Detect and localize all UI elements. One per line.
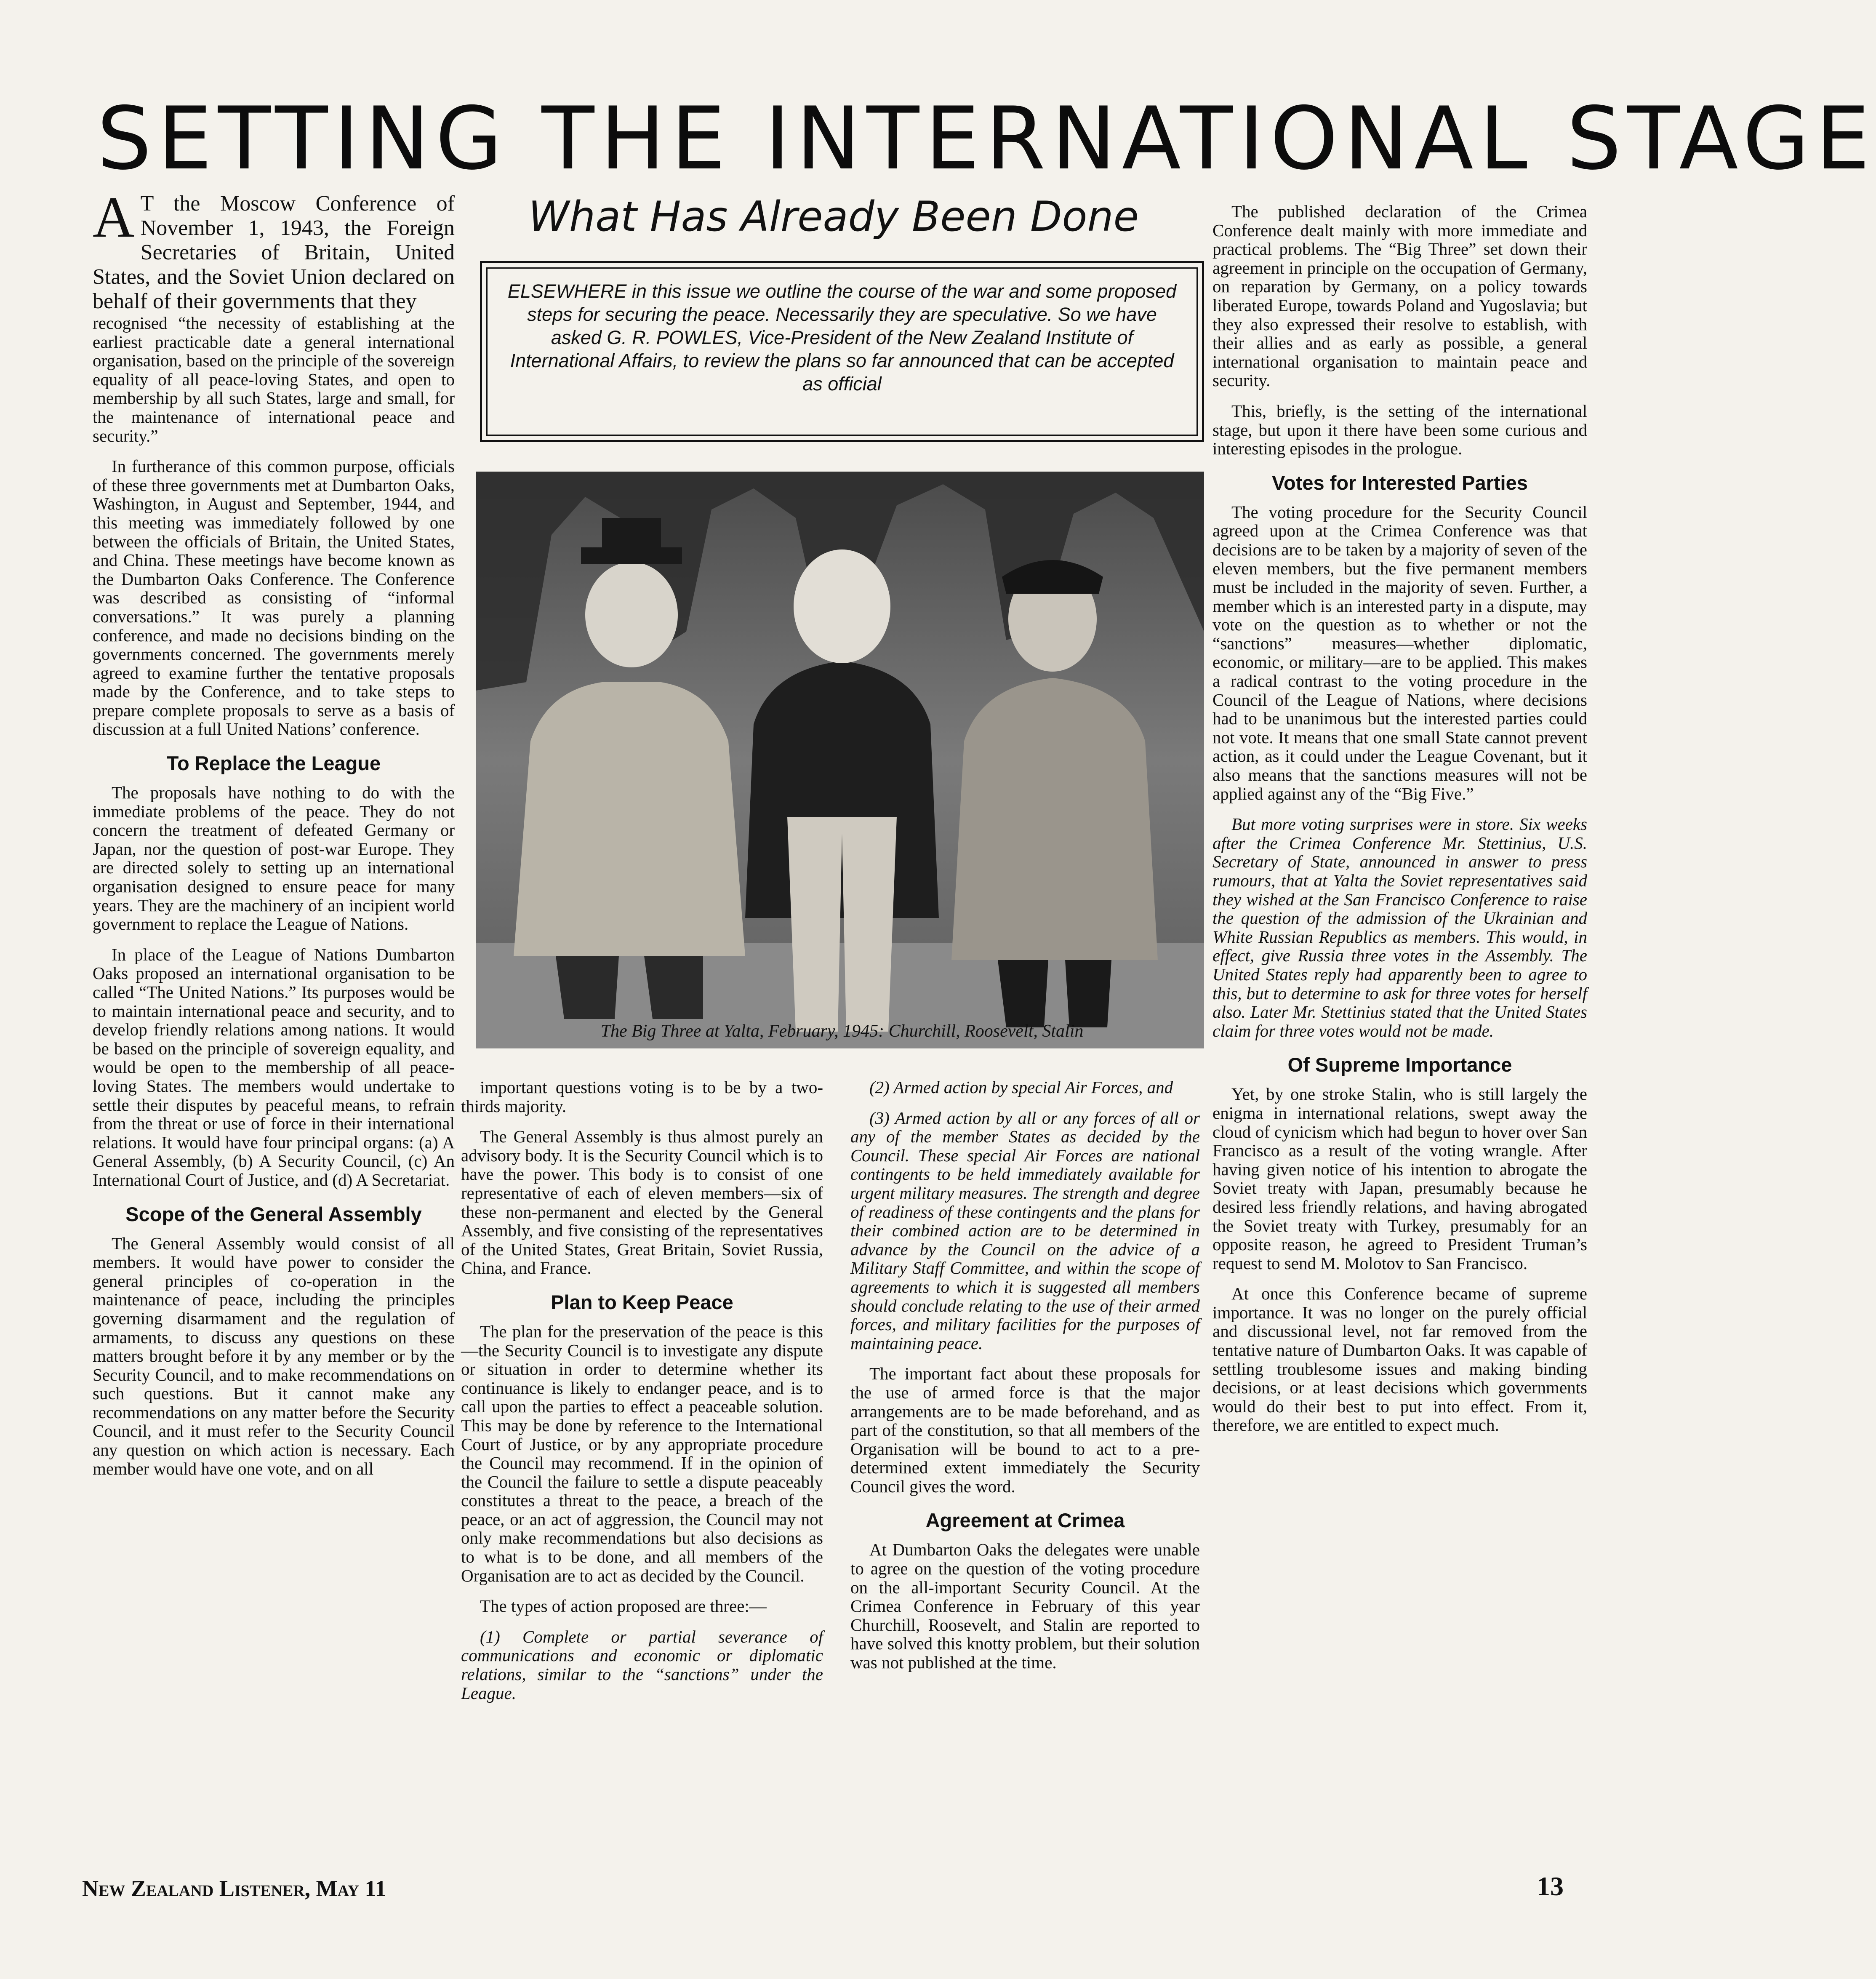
paragraph: (3) Armed action by all or any forces of all or any of the member States as decided by the Council. These special Air Forces are national contingents to be held immediately available for urgent military measures. The strength and degree of readiness of these contingents and the plans for their combined action are to be determined in advance by the Council on the advice of a Military Staff Committee, and within the scope of agreements to which it is suggested all members should conclude relating to the use of their armed forces, and military facilities for the purposes of maintaining peace. [850, 1108, 1200, 1353]
opening-paragraph [93, 185, 455, 314]
column-1 [93, 185, 455, 1490]
paragraph: In furtherance of this common purpose, officials of these three governments met at Dumbarton Oaks, Washington, in August and September, 1944, and this meeting was immediately followed by one between the officials of Britain, the United States, and China. These meetings have become known as the Dumbarton Oaks Conference. The Conference was described as consisting of “informal conversations.” It was purely a planning conference, and made no decisions binding on the governments concerned. The governments merely agreed to examine further the tentative proposals made by the Conference, and to take steps to prepare complete proposals to serve as a basis of discussion at a full United Nations’ conference. [93, 456, 455, 739]
paragraph: (1) Complete or partial severance of communications and economic or diplomatic relations, similar to the “sanctions” under the League. [461, 1627, 823, 1703]
section-heading: Of Supreme Importance [1287, 1054, 1512, 1076]
photograph [476, 472, 1204, 1048]
section-heading: Scope of the General Assembly [125, 1203, 422, 1225]
drop-cap: A [93, 185, 135, 249]
column-3 [850, 1078, 1200, 1684]
paragraph: The General Assembly is thus almost purely an advisory body. It is the Security Council which is to have the power. This body is to consist of one representative of each of eleven members—six of these non-permanent and elected by the General Assembly, and five consisting of the representatives of the United States, Great Britain, Soviet Russia, China, and France. [461, 1127, 823, 1278]
column-2 [461, 1078, 823, 1714]
paragraph: This, briefly, is the setting of the international stage, but upon it there have been some curious and interesting episodes in the prologue. [1212, 401, 1587, 459]
paragraph: The types of action proposed are three:— [480, 1596, 767, 1616]
paragraph: At Dumbarton Oaks the delegates were unable to agree on the question of the voting procedure on the all-important Security Council. At the Crimea Conference in February of this year Churchill, Roosevelt, and Stalin are reported to have solved this knotty problem, but their solution was not published at the time. [850, 1540, 1200, 1672]
yalta-photo-illustration [476, 472, 1204, 1048]
section-heading: Plan to Keep Peace [551, 1291, 733, 1313]
column-4 [1212, 202, 1587, 1446]
opening-lead-text: T the Moscow Conference of November 1, 1943, the Foreign Secretaries of Britain, United States, and the Soviet Union declared on behalf of their governments that they [93, 192, 455, 313]
paragraph: In place of the League of Nations Dumbarton Oaks proposed an international organisation to be called “The United Nations.” Its purposes would be to maintain international peace and security, and to develop friendly relations among nations. It would be based on the principle of sovereign equality, and would be open to the membership of all peace-loving States. The members would undertake to settle their disputes by peaceful means, to refrain from the threat or use of force in their international relations. It would have four principal organs: (a) A General Assembly, (b) A Security Council, (c) An International Court of Justice, and (d) A Secretariat. [93, 944, 455, 1190]
paragraph: The published declaration of the Crimea Conference dealt mainly with more immediate and practical problems. The “Big Three” set down their agreement in principle on the occupation of Germany, on reparation by Germany, on a policy towards liberated Europe, towards Poland and Yugoslavia; but they also expressed their resolve to establish, with their allies and as early as possible, a general international organisation to maintain peace and security. [1212, 202, 1587, 390]
paragraph: The plan for the preservation of the peace is this—the Security Council is to investigate any dispute or situation in order to determine whether its continuance is likely to endanger peace, and is to call upon the parties to effect a peaceable solution. This may be done by reference to the International Court of Justice, or by any appropriate procedure the Council may recommend. If in the opinion of the Council the failure to settle a dispute peaceably constitutes a threat to the peace, a breach of the peace, or an act of aggression, the Council may not only make recommendations but also decisions as to what is to be done, and all members of the Organisation are to act as decided by the Council. [461, 1321, 823, 1585]
intro-box-text: ELSEWHERE in this issue we outline the course of the war and some proposed steps for securing the peace. Necessarily they are speculative. So we have asked G. R. POWLES, Vice-President of the New Zealand Institute of International Affairs, to review the plans so far announced that can be accepted as official [486, 267, 1198, 436]
paragraph: The General Assembly would consist of all members. It would have power to consider the general principles of co-operation in the maintenance of peace, including the principles governing disarmament and the regulation of armaments, to discuss any questions on these matters brought before it by any member or by the Security Council, and to make recommendations on such questions. But it cannot make any recommendations on any matter before the Security Council, and it must refer to the Security Council any question on which action is necessary. Each member would have one vote, and on all [93, 1233, 455, 1478]
paragraph: The important fact about these proposals for the use of armed force is that the major arrangements are to be made beforehand, and as part of the constitution, so that all members of the Organisation will be bound to act to a pre-determined extent immediately the Security Council gives the word. [850, 1364, 1200, 1496]
opening-paragraph-continued: recognised “the necessity of establishing at the earliest practicable date a general international organisation, based on the principle of the sovereign equality of all peace-loving States, and open to membership by all such States, large and small, for the maintenance of international peace and security.” [93, 313, 455, 445]
publication-footer: New Zealand Listener, May 11 [82, 1876, 386, 1901]
section-heading: To Replace the League [166, 752, 381, 775]
paragraph: At once this Conference became of supreme importance. It was no longer on the purely official and discussional level, not far removed from the tentative nature of Dumbarton Oaks. It was capable of settling troublesome issues and making binding decisions, or at least decisions which governments would do their best to put into effect. From it, therefore, we are entitled to expect much. [1212, 1284, 1587, 1435]
subheadline: What Has Already Been Done [528, 193, 1139, 241]
intro-box [480, 261, 1204, 442]
photo-caption: The Big Three at Yalta, February, 1945: Churchill, Roosevelt, Stalin [600, 1022, 1084, 1041]
paragraph: The voting procedure for the Security Council agreed upon at the Crimea Conference was that decisions are to be taken by a majority of seven of the eleven members, but the five permanent members must be included in the majority of seven. Further, a member which is an interested party in a dispute, may vote on the question as to whether or not the “sanctions” measures—whether diplomatic, economic, or military—are to be applied. This makes a radical contrast to the voting procedure in the Council of the League of Nations, where decisions had to be unanimous but the interested parties could not vote. It means that one small State cannot prevent action, as it could under the League Covenant, but it also means that the sanctions measures will not be applied against any of the “Big Five.” [1212, 502, 1587, 803]
paragraph: Yet, by one stroke Stalin, who is still largely the enigma in international relations, swept away the cloud of cynicism which had begun to hover over San Francisco as a result of the voting wrangle. After having given notice of his intention to abrogate the Soviet treaty with Japan, presumably because he desired less friendly relations, and having abrogated the Soviet treaty with Turkey, presumably for an opposite reason, he agreed to President Truman’s request to send M. Molotov to San Francisco. [1212, 1084, 1587, 1273]
paragraph: But more voting surprises were in store. Six weeks after the Crimea Conference Mr. Stettinius, U.S. Secretary of State, announced in answer to press rumours, that at Yalta the Soviet representatives said they wished at the San Francisco Conference to raise the question of the admission of the Ukrainian and White Russian Republics as members. This would, in effect, give Russia three votes in the Assembly. The United States reply had apparently been to agree to this, but to determine to ask for three votes for herself also. Later Mr. Stettinius stated that the United States claim for three votes would not be made. [1212, 814, 1587, 1040]
section-heading: Votes for Interested Parties [1272, 471, 1528, 494]
section-heading: Agreement at Crimea [925, 1509, 1125, 1532]
paragraph: (2) Armed action by special Air Forces, and [869, 1078, 1173, 1097]
page-number: 13 [1537, 1871, 1564, 1901]
paragraph: The proposals have nothing to do with the immediate problems of the peace. They do not concern the treatment of defeated Germany or Japan, nor the question of post-war Europe. They are directed solely to setting up an international organisation designed to ensure peace for many years. They are the machinery of an incipient world government to replace the League of Nations. [93, 783, 455, 934]
headline: SETTING THE INTERNATIONAL STAGE [97, 89, 1876, 189]
paragraph: important questions voting is to be by a two-thirds majority. [461, 1078, 823, 1116]
